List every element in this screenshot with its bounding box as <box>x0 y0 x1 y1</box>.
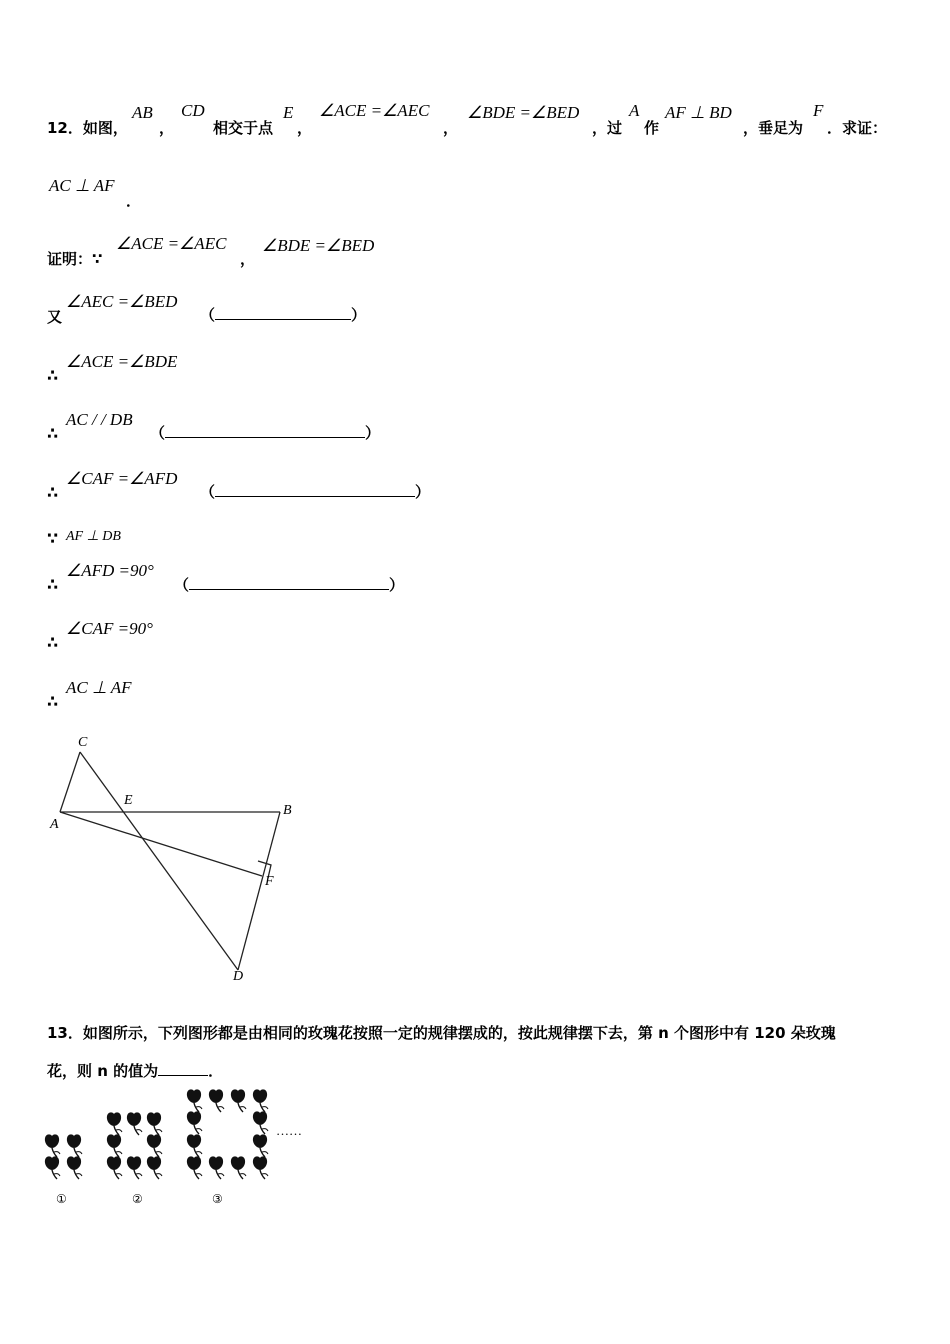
step1-reason-blank[interactable] <box>200 304 366 325</box>
q13-line2 <box>47 1060 223 1081</box>
segment-ca <box>60 752 80 812</box>
rose-icon <box>45 1156 60 1179</box>
comma: ， <box>159 119 175 137</box>
step4-reason-blank[interactable] <box>200 481 430 502</box>
rose-icon <box>209 1156 224 1179</box>
blank-line <box>215 305 351 320</box>
proof-given2: ∠BDE =∠BED <box>262 236 375 255</box>
label-e: E <box>124 793 133 808</box>
caption-2: ② <box>132 1192 143 1206</box>
q13-line1: 13．如图所示，下列图形都是由相同的玫瑰花按照一定的规律摆成的，按此规律摆下去，第 n 个图形中有 120 朵玫瑰 <box>47 1024 836 1042</box>
segment-bd <box>238 812 280 970</box>
rose-icon <box>107 1112 122 1135</box>
comma: ， <box>443 119 459 137</box>
rose-icon <box>147 1134 162 1157</box>
rose-icon <box>187 1156 202 1179</box>
q12-goal: AC ⊥ AF <box>49 176 115 195</box>
figure-2-roses <box>107 1112 162 1179</box>
step3-expr: AC / / DB <box>66 410 133 429</box>
label-f: F <box>265 874 274 889</box>
paren-close: ） <box>365 424 381 442</box>
rose-icon <box>231 1089 246 1112</box>
step4-expr: ∠CAF =∠AFD <box>66 469 178 488</box>
paren-close: ） <box>415 483 431 501</box>
step7-expr: ∠CAF =90° <box>66 619 153 638</box>
rose-icon <box>147 1156 162 1179</box>
paren-close: ） <box>351 306 367 324</box>
rose-icon <box>67 1134 82 1157</box>
q12-text-foot: ，垂足为 <box>743 119 804 137</box>
q13-line2-text: 花，则 n 的值为 <box>47 1062 159 1080</box>
step2-expr: ∠ACE =∠BDE <box>66 352 178 371</box>
ellipsis: …… <box>276 1123 302 1138</box>
segment-af <box>60 812 262 876</box>
step1-expr: ∠AEC =∠BED <box>66 292 178 311</box>
math-f: F <box>813 101 824 120</box>
rose-icon <box>209 1089 224 1112</box>
paren-close: ） <box>389 576 405 594</box>
rose-icon <box>107 1134 122 1157</box>
math-eq2: ∠BDE =∠BED <box>467 103 580 122</box>
caption-1: ① <box>56 1192 67 1206</box>
answer-blank[interactable] <box>158 1062 208 1076</box>
proof-label: 证明：∵ <box>47 250 103 268</box>
rose-icon <box>253 1111 268 1134</box>
rose-icon <box>67 1156 82 1179</box>
label-d: D <box>233 969 244 984</box>
rose-pattern-figure <box>40 1085 330 1210</box>
rose-icon <box>187 1134 202 1157</box>
step3-reason-blank[interactable] <box>150 422 380 443</box>
rose-icon <box>147 1112 162 1135</box>
math-e: E <box>283 103 294 122</box>
paren-open: （ <box>200 306 216 324</box>
step6-expr: ∠AFD =90° <box>66 561 154 580</box>
q12-text-prove: ．求证： <box>827 119 888 137</box>
proof-given1: ∠ACE =∠AEC <box>116 234 227 253</box>
q12-goal-dot: ． <box>126 192 142 210</box>
step4-symbol: ∴ <box>47 483 59 502</box>
rose-icon <box>253 1089 268 1112</box>
step8-expr: AC ⊥ AF <box>66 678 132 697</box>
step1-symbol: 又 <box>47 308 63 326</box>
rose-icon <box>127 1112 142 1135</box>
paren-open: （ <box>200 483 216 501</box>
figure-3-roses <box>187 1089 268 1179</box>
q12-text-through: ，过 <box>592 119 623 137</box>
blank-line <box>189 575 389 590</box>
rose-icon <box>253 1134 268 1157</box>
rose-icon <box>45 1134 60 1157</box>
step7-symbol: ∴ <box>47 633 59 652</box>
rose-icon <box>253 1156 268 1179</box>
math-a: A <box>629 101 640 120</box>
math-cd: CD <box>181 101 205 120</box>
math-perp: AF ⊥ BD <box>665 103 732 122</box>
rose-icon <box>187 1111 202 1134</box>
comma: ， <box>297 119 313 137</box>
rose-icon <box>187 1089 202 1112</box>
step3-symbol: ∴ <box>47 424 59 443</box>
rose-icon <box>107 1156 122 1179</box>
q12-text-make: 作 <box>644 119 660 137</box>
step5-symbol: ∵ <box>47 529 59 548</box>
step8-symbol: ∴ <box>47 692 59 711</box>
label-a: A <box>50 817 59 832</box>
paren-open: （ <box>150 424 166 442</box>
q12-text-intersect: 相交于点 <box>213 119 274 137</box>
rose-icon <box>127 1156 142 1179</box>
label-b: B <box>283 803 292 818</box>
paren-open: （ <box>174 576 190 594</box>
comma: ， <box>240 250 256 268</box>
step6-symbol: ∴ <box>47 575 59 594</box>
step6-reason-blank[interactable] <box>174 574 404 595</box>
q13-line2-end: ． <box>208 1062 224 1080</box>
step2-symbol: ∴ <box>47 366 59 385</box>
blank-line <box>165 423 365 438</box>
math-ab: AB <box>132 103 153 122</box>
geometry-figure <box>40 728 310 988</box>
label-c: C <box>78 735 88 750</box>
caption-3: ③ <box>212 1192 223 1206</box>
rose-icon <box>231 1156 246 1179</box>
figure-1-roses <box>45 1134 82 1179</box>
step5-expr: AF ⊥ DB <box>66 529 121 544</box>
math-eq1: ∠ACE =∠AEC <box>319 101 430 120</box>
q12-number: 12．如图， <box>47 119 128 137</box>
blank-line <box>215 482 415 497</box>
